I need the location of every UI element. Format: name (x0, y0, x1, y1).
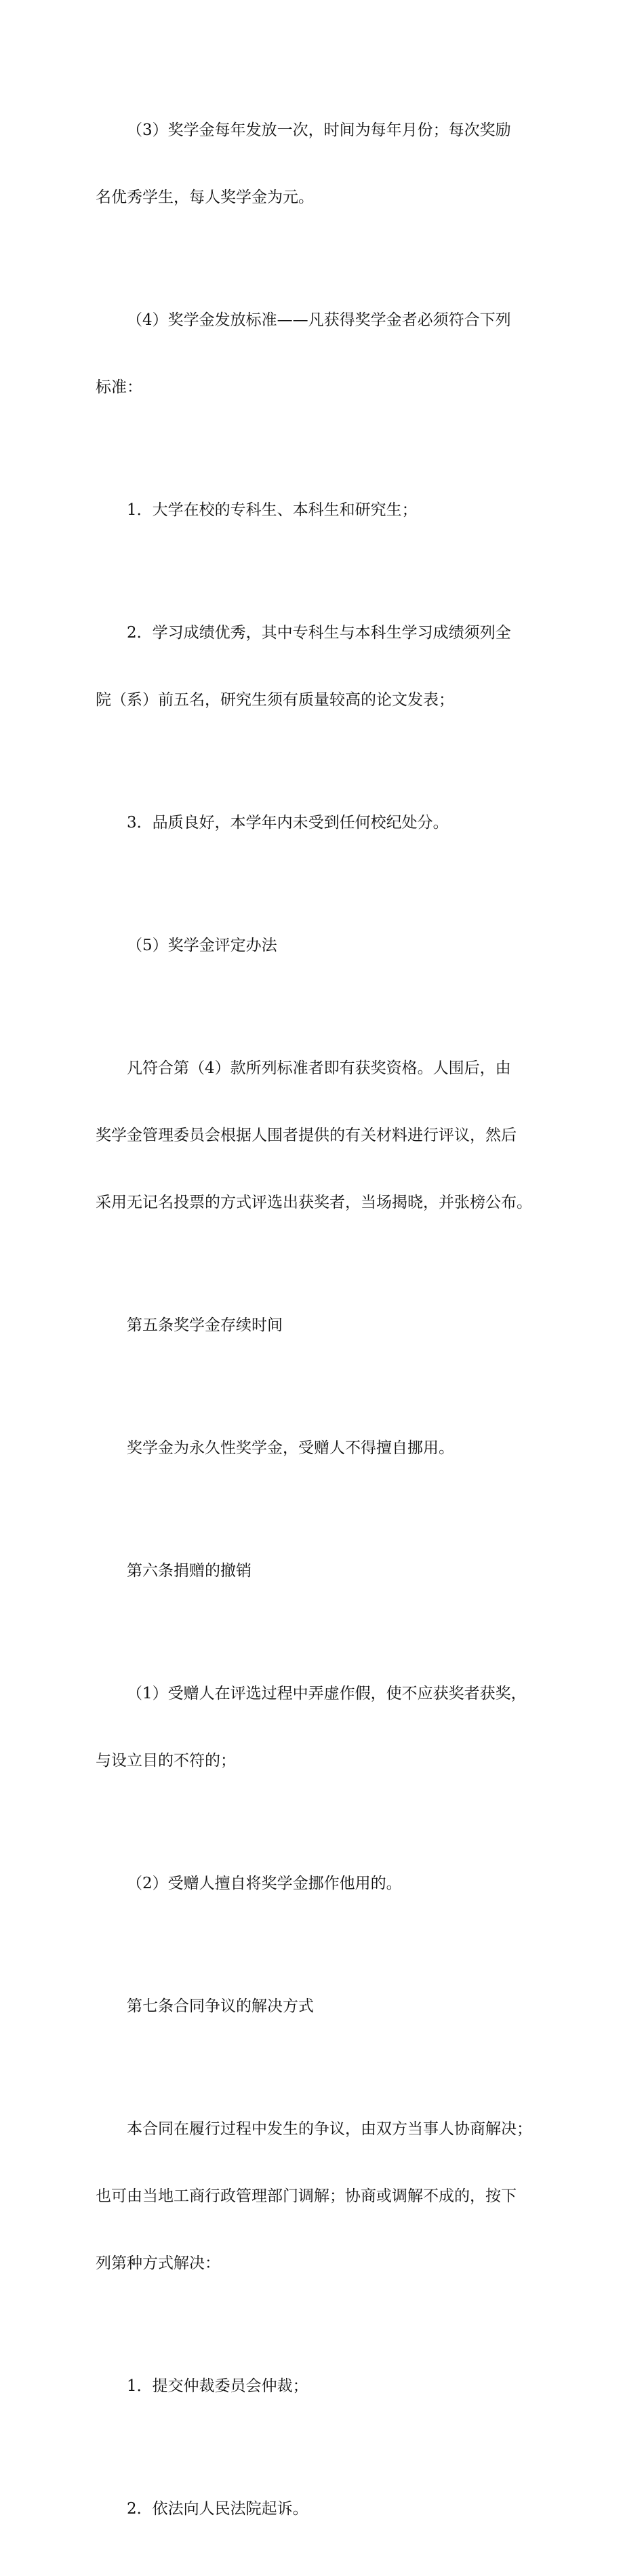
paragraph-evaluation-method (96, 1013, 570, 1259)
article-7-option-1 (96, 2330, 570, 2442)
list-item-standard-2 (96, 577, 570, 756)
document-body (96, 75, 570, 2576)
paragraph-line: 也可由当地工商行政管理部门调解；协商或调解不成的，按下 (96, 2187, 517, 2205)
paragraph-line: 1．提交仲裁委员会仲裁； (127, 2377, 308, 2395)
paragraph-scholarship-standard (96, 265, 570, 444)
article-7-option-2 (96, 2453, 570, 2565)
paragraph-line: 采用无记名投票的方式评选出获奖者，当场揭晓，并张榜公布。 (96, 1194, 532, 1211)
paragraph-line: （1）受赠人在评选过程中弄虚作假，使不应获奖者获奖， (127, 1685, 527, 1702)
paragraph-line: 院（系）前五名，研究生须有质量较高的论文发表； (96, 691, 454, 709)
paragraph-line: 列第种方式解决： (96, 2255, 220, 2272)
paragraph-line: 奖学金为永久性奖学金，受赠人不得擅自挪用。 (127, 1439, 454, 1457)
paragraph-line: 第五条奖学金存续时间 (127, 1316, 283, 1334)
paragraph-line: （4）奖学金发放标准——凡获得奖学金者必须符合下列 (127, 311, 511, 329)
article-7-heading (96, 1951, 570, 2063)
paragraph-line: （3）奖学金每年发放一次，时间为每年月份；每次奖励 (127, 121, 511, 139)
list-item-standard-3 (96, 767, 570, 879)
paragraph-line: 本合同在履行过程中发生的争议，由双方当事人协商解决； (127, 2120, 532, 2138)
paragraph-line: （2）受赠人擅自将奖学金挪作他用的。 (127, 1875, 402, 1892)
paragraph-line: 2．学习成绩优秀，其中专科生与本科生学习成绩须列全 (127, 624, 511, 642)
article-5-heading (96, 1270, 570, 1382)
paragraph-evaluation-method-heading (96, 890, 570, 1002)
paragraph-line: 2．依法向人民法院起诉。 (127, 2500, 308, 2518)
paragraph-line: 与设立目的不符的； (96, 1752, 236, 1770)
paragraph-line: 第六条捐赠的撤销 (127, 1562, 251, 1580)
article-6-item-1 (96, 1638, 570, 1817)
list-item-standard-1 (96, 454, 570, 566)
paragraph-line: 奖学金管理委员会根据人围者提供的有关材料进行评议，然后 (96, 1127, 517, 1144)
paragraph-line: （5）奖学金评定办法 (127, 937, 277, 954)
article-6-heading (96, 1515, 570, 1627)
paragraph-scholarship-frequency (96, 75, 570, 254)
paragraph-line: 凡符合第（4）款所列标准者即有获奖资格。人围后，由 (127, 1059, 511, 1077)
paragraph-line: 1．大学在校的专科生、本科生和研究生； (127, 501, 418, 519)
article-5-body (96, 1392, 570, 1504)
paragraph-line: 3．品质良好，本学年内未受到任何校纪处分。 (127, 814, 449, 832)
paragraph-line: 标准： (96, 378, 142, 396)
article-7-body (96, 2073, 570, 2320)
article-6-item-2 (96, 1828, 570, 1940)
paragraph-line: 第七条合同争议的解决方式 (127, 1997, 314, 2015)
paragraph-line: 名优秀学生，每人奖学金为元。 (96, 189, 314, 206)
